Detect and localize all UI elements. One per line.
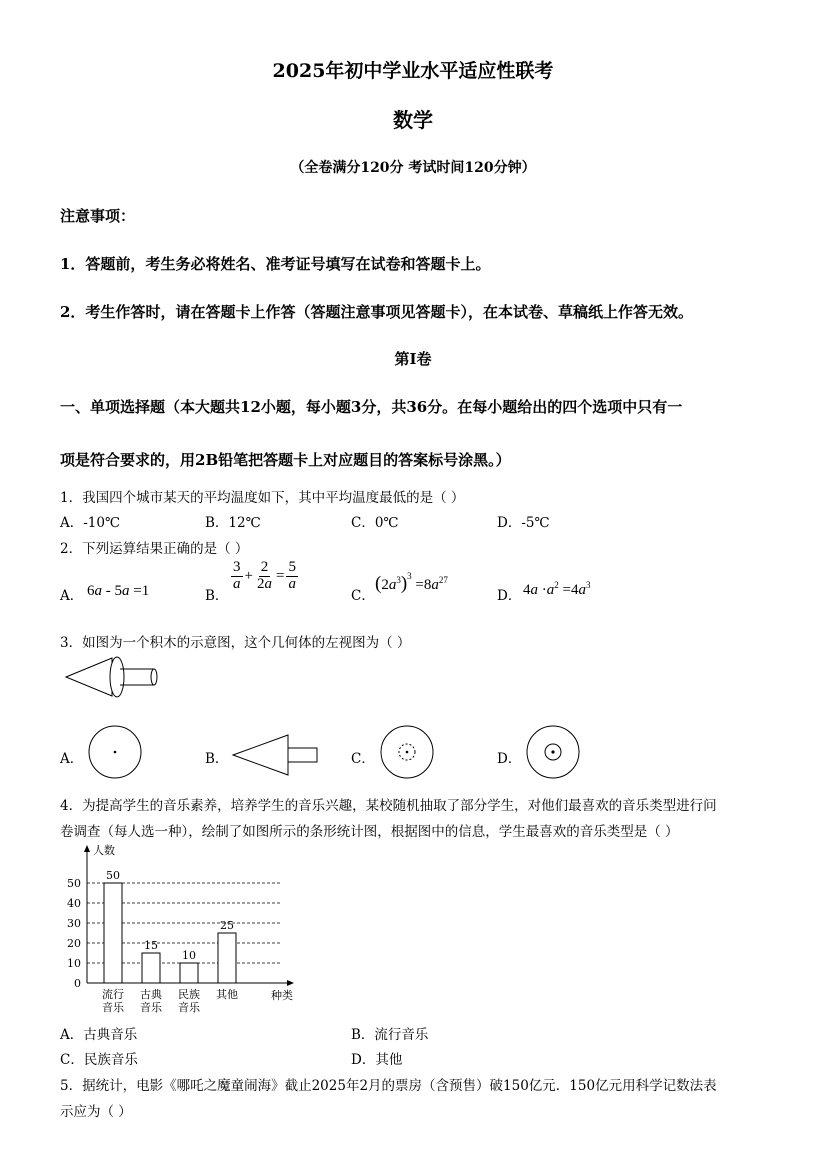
q4-option-d: D．其他 [351,1052,403,1068]
category-label: 其他 [216,988,238,1001]
q1-option-b: B．12℃ [205,515,261,531]
q3-option-c-label: C． [351,751,375,767]
category-label: 古典 [140,988,162,1001]
q5-stem-line2: 示应为（ ） [60,1104,132,1120]
bar-chart [60,840,310,1015]
q2-option-a-label: A． [60,588,84,604]
y-tick-label: 10 [67,957,81,970]
q3-option-d-label: D． [497,751,522,767]
category-label: 音乐 [140,1001,162,1014]
q2-option-c-label: C． [351,588,375,604]
q3-option-b-figure [230,732,322,780]
q1-option-d: D．-5℃ [497,515,550,531]
q2-stem: 2．下列运算结果正确的是（ ） [60,541,249,557]
q3-option-c-figure [378,724,438,784]
q3-stem: 3．如图为一个积木的示意图，这个几何体的左视图为（ ） [60,635,411,651]
q4-option-a: A．古典音乐 [60,1027,138,1043]
category-label: 流行 [102,988,124,1001]
q4-stem-line1: 4．为提高学生的音乐素养，培养学生的音乐兴趣，某校随机抽取了部分学生，对他们最喜欢的音乐类型进行问 [60,798,717,814]
q4-option-b: B．流行音乐 [351,1027,429,1043]
q2-option-d-label: D． [497,588,522,604]
y-axis-label: 人数 [93,844,115,857]
q3-option-d-figure [524,724,584,784]
y-tick-label: 20 [67,937,81,950]
bar-value-label: 15 [144,939,158,952]
q3-solid-figure [62,652,162,702]
q2-option-b-label: B． [205,588,229,604]
x-axis-arrow [287,980,294,986]
q1-stem: 1．我国四个城市某天的平均温度如下，其中平均温度最低的是（ ） [60,490,465,506]
y-tick-label: 40 [67,897,81,910]
bar [142,953,160,983]
q2-option-c-formula: $(2a^3)^3 =8a^{27}$ [375,571,448,594]
bar-value-label: 10 [182,949,196,962]
subject-title: 数学 [393,108,433,132]
category-label: 民族 [178,988,200,1001]
note-item-2: 2．考生作答时，请在答题卡上作答（答题注意事项见答题卡），在本试卷、草稿纸上作答无效。 [60,303,693,321]
section-instructions-line1: 一、单项选择题（本大题共12小题，每小题3分，共36分。在每小题给出的四个选项中只有一 [60,398,683,416]
q4-option-c: C．民族音乐 [60,1052,138,1068]
y-axis-arrow [84,845,90,852]
q3-option-a-figure [86,724,146,784]
exam-info: （全卷满分120分 考试时间120分钟） [290,160,536,176]
q3-option-b-label: B． [205,751,229,767]
q1-option-a: A．-10℃ [60,515,121,531]
bar [104,883,122,983]
q2-option-b-formula: $\frac{3}{a}$ + $\frac{2}{2a}$ = $\frac{5}{a}$ [233,559,296,592]
bar [180,963,198,983]
category-label: 音乐 [102,1001,124,1014]
q5-stem-line1: 5．据统计，电影《哪吒之魔童闹海》截止2025年2月的票房（含预售）破150亿元．150亿元用科学记数法表 [60,1078,717,1094]
q2-option-d-formula: $4a \cdot a^2 =4a^3$ [523,580,591,598]
section-instructions-line2: 项是符合要求的，用2B铅笔把答题卡上对应题目的答案标号涂黑。） [60,451,511,469]
bar [218,933,236,983]
y-tick-label: 30 [67,917,81,930]
q4-stem-line2: 卷调查（每人选一种），绘制了如图所示的条形统计图，根据图中的信息，学生最喜欢的音乐类型是（ ） [60,824,679,840]
bar-value-label: 50 [106,869,120,882]
y-tick-label: 0 [74,977,81,990]
bar-value-label: 25 [220,919,234,932]
category-label: 音乐 [178,1001,200,1014]
y-tick-label: 50 [67,877,81,890]
notes-heading: 注意事项： [60,207,136,225]
q1-option-c: C．0℃ [351,515,399,531]
q3-option-a-label: A． [60,751,84,767]
volume-title: 第I卷 [394,350,432,368]
q2-option-a-formula: 6a - 5a =1 [87,583,150,599]
x-axis-label: 种类 [271,989,293,1002]
exam-title: 2025年初中学业水平适应性联考 [272,60,554,82]
note-item-1: 1．答题前，考生务必将姓名、准考证号填写在试卷和答题卡上。 [60,255,491,273]
